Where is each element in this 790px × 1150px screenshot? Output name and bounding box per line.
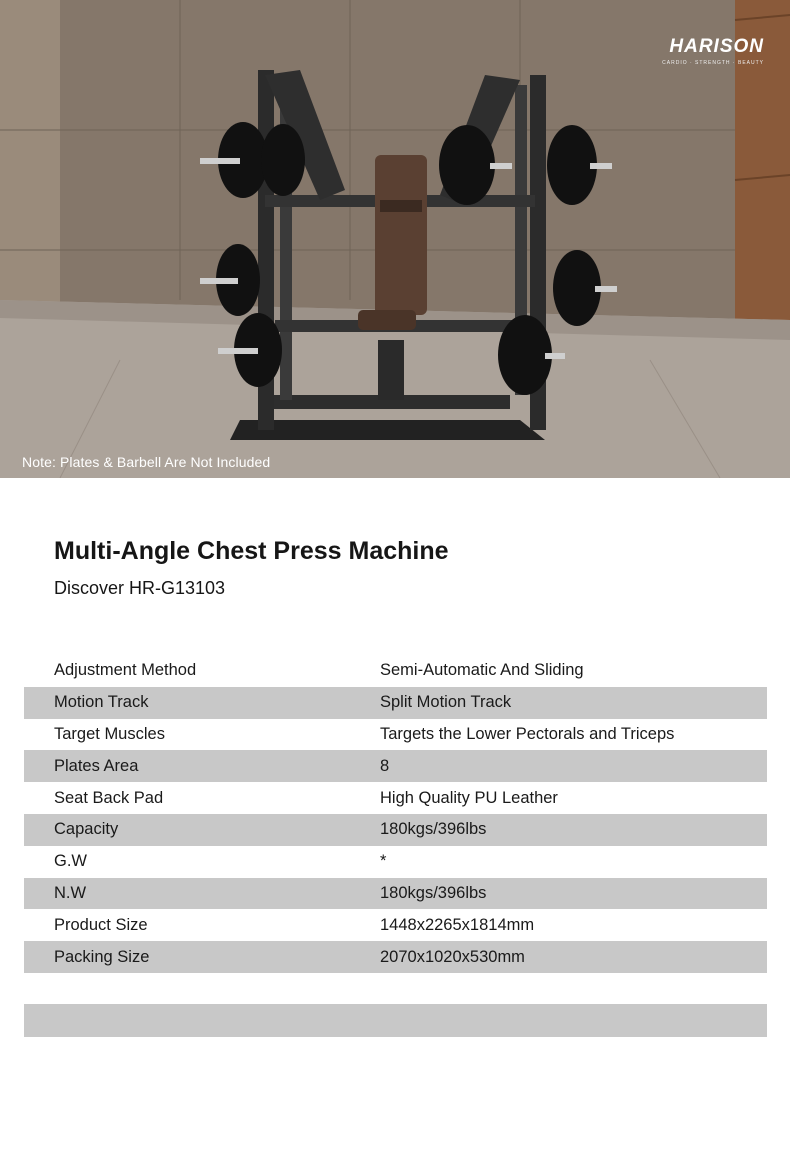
spec-row-product-size xyxy=(24,909,767,941)
product-hero-image xyxy=(0,0,790,478)
spec-row-motion-track xyxy=(24,687,767,719)
spec-value: * xyxy=(380,852,387,871)
spec-value: 180kgs/396lbs xyxy=(380,883,487,902)
spec-value: 8 xyxy=(380,756,390,775)
spec-label: Packing Size xyxy=(54,947,150,966)
spec-value: 1448x2265x1814mm xyxy=(380,915,535,934)
spec-label: Plates Area xyxy=(54,756,139,775)
spec-label: Adjustment Method xyxy=(54,661,197,680)
spec-label: N.W xyxy=(54,883,87,902)
spec-value: High Quality PU Leather xyxy=(380,788,558,807)
plates-disclaimer-note: Note: Plates & Barbell Are Not Included xyxy=(22,454,271,470)
spec-label: Motion Track xyxy=(54,693,149,712)
spec-row-net-weight xyxy=(24,878,767,910)
chest-press-machine-illustration xyxy=(0,0,790,478)
brand-logo xyxy=(662,36,764,66)
spec-row-packing-size xyxy=(24,941,767,973)
empty-spec-row xyxy=(24,1004,767,1037)
spec-table xyxy=(24,655,767,973)
spec-row-target-muscles xyxy=(24,719,767,751)
spec-row-plates-area xyxy=(24,750,767,782)
spec-label: G.W xyxy=(54,852,87,871)
product-title: Multi-Angle Chest Press Machine xyxy=(54,537,449,565)
spec-value: Targets the Lower Pectorals and Triceps xyxy=(380,724,675,743)
spec-value: 180kgs/396lbs xyxy=(380,820,487,839)
spec-value: 2070x1020x530mm xyxy=(380,947,525,966)
spec-value: Semi-Automatic And Sliding xyxy=(380,661,584,680)
spec-row-capacity xyxy=(24,814,767,846)
spec-label: Product Size xyxy=(54,915,148,934)
spec-row-adjustment-method xyxy=(24,655,767,687)
spec-label: Target Muscles xyxy=(54,724,165,743)
spec-label: Seat Back Pad xyxy=(54,788,164,807)
spec-row-gross-weight xyxy=(24,846,767,878)
product-model: Discover HR-G13103 xyxy=(54,578,226,598)
spec-row-seat-back-pad xyxy=(24,782,767,814)
brand-name: HARISON xyxy=(669,36,764,57)
spec-label: Capacity xyxy=(54,820,119,839)
spec-value: Split Motion Track xyxy=(380,693,512,712)
brand-tagline: CARDIO · STRENGTH · BEAUTY xyxy=(662,60,764,66)
